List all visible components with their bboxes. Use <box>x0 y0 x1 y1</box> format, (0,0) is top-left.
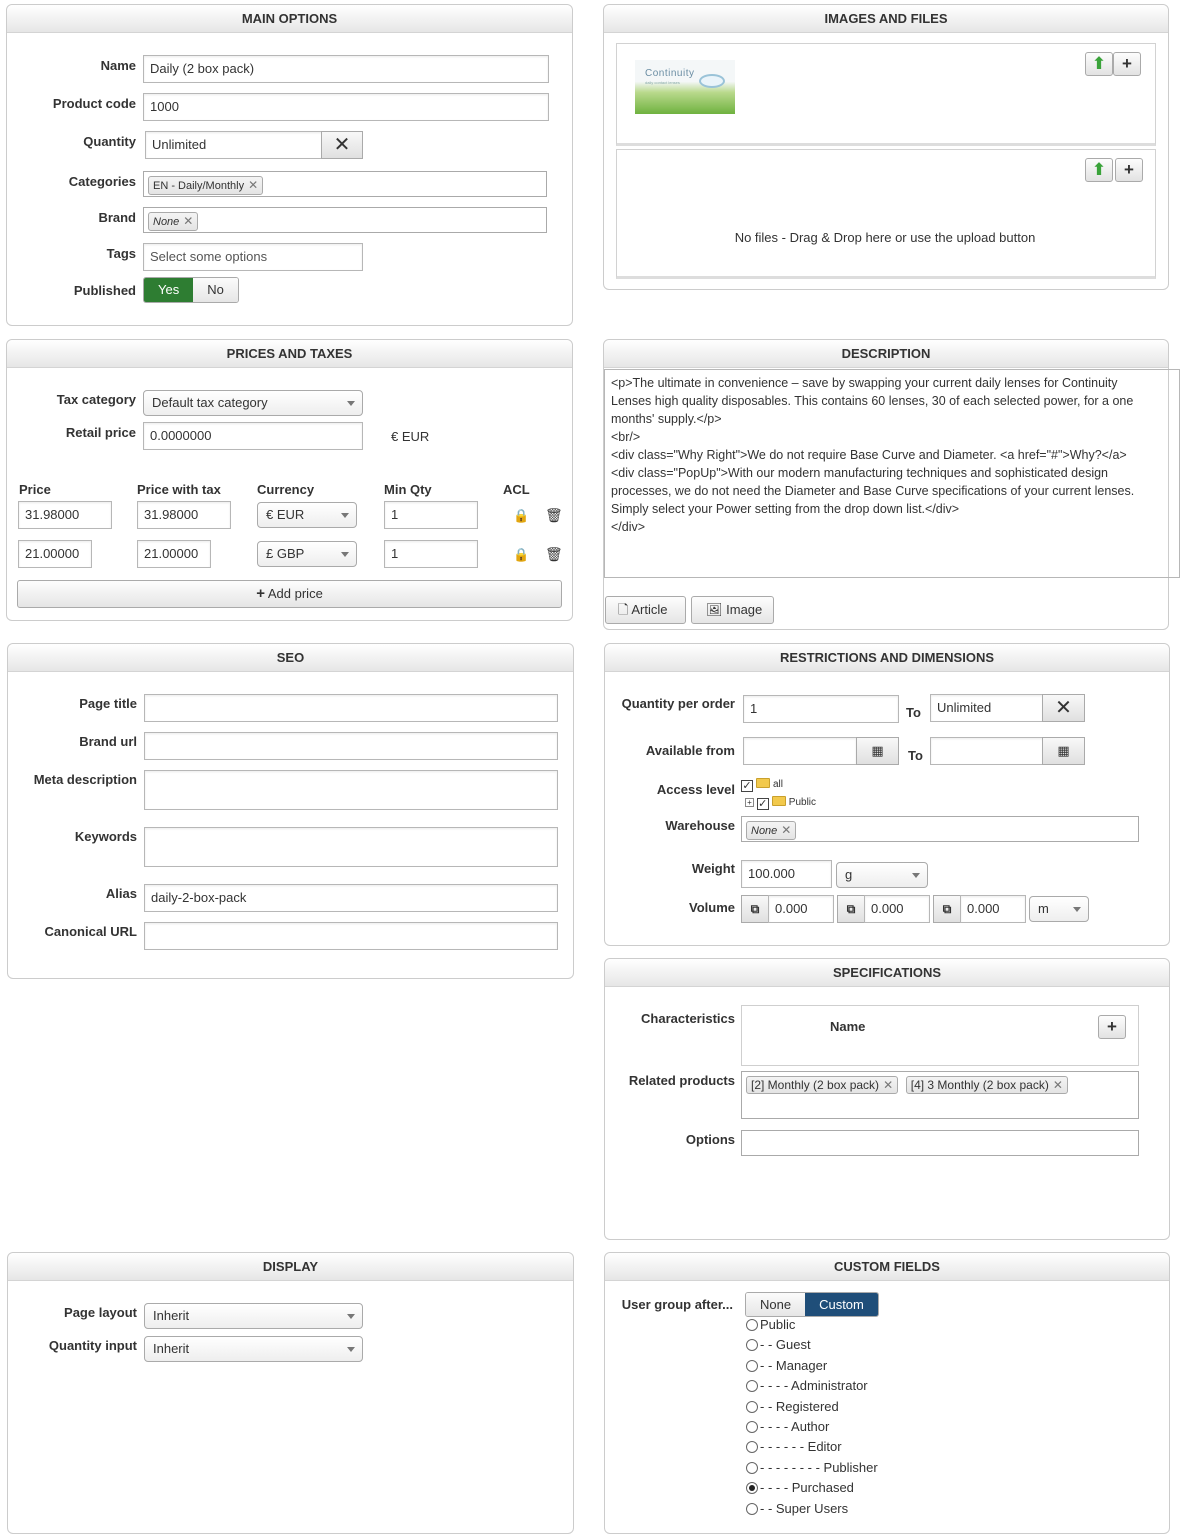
user-group-option-label: - - Registered <box>760 1398 839 1414</box>
alias-label: Alias <box>105 886 137 901</box>
warehouse-label: Warehouse <box>665 818 735 833</box>
name-column-header: Name <box>830 1019 866 1034</box>
price-with-tax-input[interactable]: 21.00000 <box>137 540 211 568</box>
user-group-option-label: - - - - - - Editor <box>760 1439 842 1455</box>
add-price-label: Add price <box>267 586 323 601</box>
file-dropzone[interactable] <box>616 149 1156 279</box>
warehouse-tag-label: None <box>751 825 778 837</box>
plus-icon: + <box>256 585 265 602</box>
currency-value: £ GBP <box>266 546 305 561</box>
volume-y-input[interactable]: 0.000 <box>864 895 930 923</box>
restrictions-title: RESTRICTIONS AND DIMENSIONS <box>605 644 1169 672</box>
radio-icon[interactable] <box>746 1401 758 1413</box>
product-code-label: Product code <box>52 96 136 111</box>
keywords-label: Keywords <box>74 829 137 844</box>
remove-icon[interactable]: ✕ <box>183 214 194 228</box>
min-qty-input[interactable]: 1 <box>384 501 478 529</box>
related-products-select[interactable] <box>741 1071 1139 1119</box>
available-from-input[interactable] <box>743 737 857 765</box>
tax-category-value: Default tax category <box>152 395 268 410</box>
description-title: DESCRIPTION <box>604 340 1168 368</box>
user-group-option[interactable] <box>746 1316 878 1336</box>
volume-unit-select[interactable] <box>1029 896 1089 922</box>
tax-category-label: Tax category <box>56 392 136 407</box>
specifications-title: SPECIFICATIONS <box>605 959 1169 987</box>
images-files-title: IMAGES AND FILES <box>604 5 1168 33</box>
warehouse-select[interactable] <box>741 816 1139 842</box>
trash-icon[interactable]: 🗑 <box>545 507 563 523</box>
tags-placeholder: Select some options <box>150 249 268 264</box>
seo-title: SEO <box>8 644 573 672</box>
caret-down-icon <box>347 1314 355 1319</box>
lock-icon[interactable]: 🔒 <box>513 547 530 562</box>
price-input[interactable]: 21.00000 <box>18 540 92 568</box>
product-code-input[interactable]: 1000 <box>143 93 549 121</box>
related-products-label: Related products <box>628 1073 735 1088</box>
user-group-option[interactable] <box>746 1438 878 1458</box>
currency-select[interactable] <box>257 541 357 567</box>
plus-icon: + <box>1122 54 1132 73</box>
volume-unit-value: m <box>1038 901 1049 916</box>
user-group-option[interactable] <box>746 1479 878 1499</box>
related-product-tag[interactable] <box>746 1076 898 1094</box>
user-group-option-label: - - - - - - - - Publisher <box>760 1459 878 1475</box>
user-group-label: User group after... <box>621 1297 733 1312</box>
radio-icon[interactable] <box>746 1462 758 1474</box>
category-tag-label: EN - Daily/Monthly <box>153 180 245 192</box>
characteristics-table <box>741 1005 1139 1066</box>
tags-label: Tags <box>106 246 136 261</box>
lens-icon <box>699 74 725 88</box>
add-characteristic-button[interactable] <box>1098 1015 1126 1039</box>
published-no[interactable]: No <box>193 278 238 302</box>
characteristics-label: Characteristics <box>641 1011 735 1026</box>
specifications-panel <box>604 958 1170 1240</box>
trash-icon[interactable]: 🗑 <box>545 546 563 562</box>
upload-icon: ⬆ <box>1091 160 1107 179</box>
category-tag[interactable] <box>148 176 263 195</box>
article-button[interactable] <box>605 596 686 624</box>
keywords-input[interactable] <box>144 827 558 867</box>
description-textarea[interactable]: <p>The ultimate in convenience – save by swapping your current daily lenses for Continuity Lenses high quality disposables. This contains 60 lenses, 30 of each selected power, for a one months' supply.</p> <br/> <div class="Why Right">We do not require Base Curve and Diameter. <a href="#">Why?</a> <div class="PopUp">With our modern manufacturing techniques and sophisticated design processes, we do not need the Diameter and Base Curve specifications of your current lenses. Simply select your Power setting from the drop down list.</div> </div> <box>604 369 1180 578</box>
min-qty-input[interactable]: 1 <box>384 540 478 568</box>
remove-icon[interactable]: ✕ <box>781 823 792 837</box>
prices-taxes-panel <box>6 339 573 621</box>
display-title: DISPLAY <box>8 1253 573 1281</box>
close-icon: ✕ <box>333 134 351 156</box>
related-product-tag[interactable] <box>906 1076 1068 1094</box>
weight-unit-select[interactable] <box>836 862 928 888</box>
page-layout-value: Inherit <box>153 1308 190 1323</box>
weight-label: Weight <box>691 861 735 876</box>
folder-icon <box>756 778 770 788</box>
user-group-option[interactable] <box>746 1398 878 1418</box>
available-to-label: To <box>908 748 923 763</box>
user-group-none[interactable]: None <box>746 1293 805 1316</box>
volume-z-input[interactable]: 0.000 <box>960 895 1026 923</box>
brand-select[interactable] <box>143 207 547 233</box>
qty-per-order-label: Quantity per order <box>621 696 735 711</box>
quantity-label: Quantity <box>83 134 136 149</box>
add-price-button[interactable] <box>17 580 562 608</box>
related-product-label: [2] Monthly (2 box pack) <box>751 1078 880 1092</box>
weight-unit-value: g <box>845 867 853 882</box>
user-group-option[interactable] <box>746 1336 878 1356</box>
calendar-button[interactable] <box>856 737 899 765</box>
logo-text: Continuity <box>645 68 695 79</box>
radio-icon[interactable] <box>746 1360 758 1372</box>
calendar-button[interactable] <box>1042 737 1085 765</box>
prices-taxes-title: PRICES AND TAXES <box>7 340 572 368</box>
user-group-option-label: - - Super Users <box>760 1500 849 1516</box>
user-group-option-label: - - - - Author <box>760 1418 830 1434</box>
radio-icon[interactable] <box>746 1380 758 1392</box>
canonical-url-input[interactable] <box>144 922 558 950</box>
access-public-node[interactable] <box>745 796 816 810</box>
image-dropzone[interactable] <box>616 43 1156 146</box>
access-public-label: Public <box>788 797 817 808</box>
caret-down-icon <box>912 873 920 878</box>
caret-down-icon <box>1073 907 1081 912</box>
user-group-option[interactable] <box>746 1418 878 1438</box>
meta-description-input[interactable] <box>144 770 558 810</box>
currency-select[interactable] <box>257 502 357 528</box>
quantity-input-value: Inherit <box>153 1341 190 1356</box>
quantity-input-label: Quantity input <box>48 1338 137 1353</box>
page-layout-select[interactable] <box>144 1303 363 1329</box>
lock-icon[interactable]: 🔒 <box>513 508 530 523</box>
product-image-thumbnail[interactable] <box>635 60 735 114</box>
main-options-panel <box>6 4 573 326</box>
user-group-toggle[interactable] <box>745 1292 879 1317</box>
user-group-option[interactable] <box>746 1357 878 1377</box>
retail-currency: € EUR <box>391 429 430 444</box>
volume-x-input[interactable]: 0.000 <box>768 895 834 923</box>
page-title-input[interactable] <box>144 694 558 722</box>
main-options-title: MAIN OPTIONS <box>7 5 572 33</box>
image-button[interactable] <box>691 596 774 624</box>
caret-down-icon <box>347 1347 355 1352</box>
calendar-icon: ▦ <box>871 743 884 758</box>
qty-to-label: To <box>906 705 921 720</box>
price-input[interactable]: 31.98000 <box>18 501 112 529</box>
caret-down-icon <box>341 552 349 557</box>
page-title-label: Page title <box>79 696 137 711</box>
radio-icon[interactable] <box>746 1441 758 1453</box>
available-from-label: Available from <box>645 743 735 758</box>
radio-icon[interactable] <box>746 1503 758 1515</box>
brand-tag[interactable] <box>148 212 198 231</box>
radio-selected-icon[interactable] <box>746 1482 758 1494</box>
quantity-input-select[interactable] <box>144 1336 363 1362</box>
user-group-option-label: Public <box>760 1317 796 1332</box>
logo-subtext: daily contact lenses <box>645 80 680 85</box>
user-group-option-label: - - - - Administrator <box>760 1378 868 1394</box>
brand-url-input[interactable] <box>144 732 558 760</box>
retail-price-input[interactable]: 0.0000000 <box>143 422 363 450</box>
radio-icon[interactable] <box>746 1421 758 1433</box>
brand-tag-label: None <box>153 216 180 228</box>
upload-file-button[interactable] <box>1085 158 1113 182</box>
categories-select[interactable] <box>143 171 547 197</box>
currency-value: € EUR <box>266 507 305 522</box>
add-image-button[interactable] <box>1113 52 1141 76</box>
user-group-option-label: - - - - Purchased <box>760 1480 854 1496</box>
folder-icon <box>772 796 786 806</box>
plus-icon: + <box>1107 1017 1117 1036</box>
checkbox-checked-icon[interactable]: ✓ <box>742 780 752 792</box>
published-label: Published <box>73 283 136 298</box>
col-acl: ACL <box>503 482 530 497</box>
col-price: Price <box>19 482 51 497</box>
access-all-label: all <box>773 779 784 790</box>
dimension-y-icon: ⧉ <box>837 895 865 923</box>
radio-icon[interactable] <box>746 1339 758 1351</box>
weight-input[interactable]: 100.000 <box>741 860 832 888</box>
related-product-label: [4] 3 Monthly (2 box pack) <box>910 1078 1049 1092</box>
tags-input[interactable] <box>143 243 363 271</box>
calendar-icon: ▦ <box>1057 743 1070 758</box>
no-files-message: No files - Drag & Drop here or use the upload button <box>734 230 1036 245</box>
categories-label: Categories <box>68 174 136 189</box>
article-label: Article <box>631 602 668 617</box>
custom-fields-panel <box>604 1252 1170 1534</box>
col-min-qty: Min Qty <box>384 482 432 497</box>
qty-to-input[interactable]: Unlimited <box>930 694 1044 722</box>
display-panel <box>7 1252 574 1534</box>
quantity-clear-button[interactable] <box>321 131 363 159</box>
dimension-z-icon: ⧉ <box>933 895 961 923</box>
qty-from-input[interactable]: 1 <box>743 695 899 723</box>
published-yes[interactable]: Yes <box>144 278 193 302</box>
checkbox-checked-icon[interactable]: ✓ <box>758 798 768 810</box>
meta-description-label: Meta description <box>33 772 137 787</box>
expand-icon[interactable]: + <box>745 798 754 807</box>
canonical-url-label: Canonical URL <box>44 924 137 939</box>
remove-icon[interactable]: ✕ <box>248 178 259 192</box>
warehouse-tag[interactable] <box>746 821 796 840</box>
user-group-custom[interactable]: Custom <box>805 1293 878 1316</box>
close-icon: ✕ <box>1055 697 1072 719</box>
user-group-option-label: - - Manager <box>760 1357 828 1373</box>
user-group-option[interactable] <box>746 1459 878 1479</box>
caret-down-icon <box>341 513 349 518</box>
description-panel <box>603 339 1169 630</box>
dimension-x-icon: ⧉ <box>741 895 769 923</box>
col-price-with-tax: Price with tax <box>137 482 221 497</box>
custom-fields-title: CUSTOM FIELDS <box>605 1253 1169 1281</box>
user-group-option[interactable] <box>746 1377 878 1397</box>
radio-icon[interactable] <box>746 1319 758 1331</box>
plus-icon: + <box>1124 160 1134 179</box>
remove-icon[interactable]: ✕ <box>883 1078 894 1092</box>
price-with-tax-input[interactable]: 31.98000 <box>137 501 231 529</box>
images-files-panel <box>603 4 1169 290</box>
published-toggle[interactable] <box>143 277 239 303</box>
caret-down-icon <box>347 401 355 406</box>
qty-to-clear-button[interactable] <box>1042 694 1085 722</box>
page-layout-label: Page layout <box>64 1305 137 1320</box>
retail-price-label: Retail price <box>65 425 136 440</box>
brand-url-label: Brand url <box>79 734 137 749</box>
image-icon: 🖼 <box>706 602 723 617</box>
image-label: Image <box>726 602 763 617</box>
article-icon: 🗋 <box>618 602 629 617</box>
options-select[interactable] <box>741 1130 1139 1156</box>
name-label: Name <box>100 58 136 73</box>
access-all-node[interactable] <box>741 778 783 792</box>
upload-image-button[interactable] <box>1085 52 1113 76</box>
user-group-radio-list <box>746 1316 878 1520</box>
col-currency: Currency <box>257 482 315 497</box>
remove-icon[interactable]: ✕ <box>1052 1078 1063 1092</box>
restrictions-panel <box>604 643 1170 946</box>
brand-label: Brand <box>98 210 136 225</box>
user-group-option-label: - - Guest <box>760 1337 811 1353</box>
seo-panel <box>7 643 574 979</box>
options-label: Options <box>685 1132 735 1147</box>
add-file-button[interactable] <box>1115 158 1143 182</box>
available-to-input[interactable] <box>930 737 1044 765</box>
user-group-option[interactable] <box>746 1500 878 1520</box>
tax-category-select[interactable] <box>143 390 363 416</box>
volume-label: Volume <box>689 900 735 915</box>
name-input[interactable]: Daily (2 box pack) <box>143 55 549 83</box>
alias-input[interactable]: daily-2-box-pack <box>144 884 558 912</box>
quantity-input[interactable]: Unlimited <box>145 131 323 159</box>
access-level-label: Access level <box>656 782 735 797</box>
upload-icon: ⬆ <box>1091 54 1107 73</box>
